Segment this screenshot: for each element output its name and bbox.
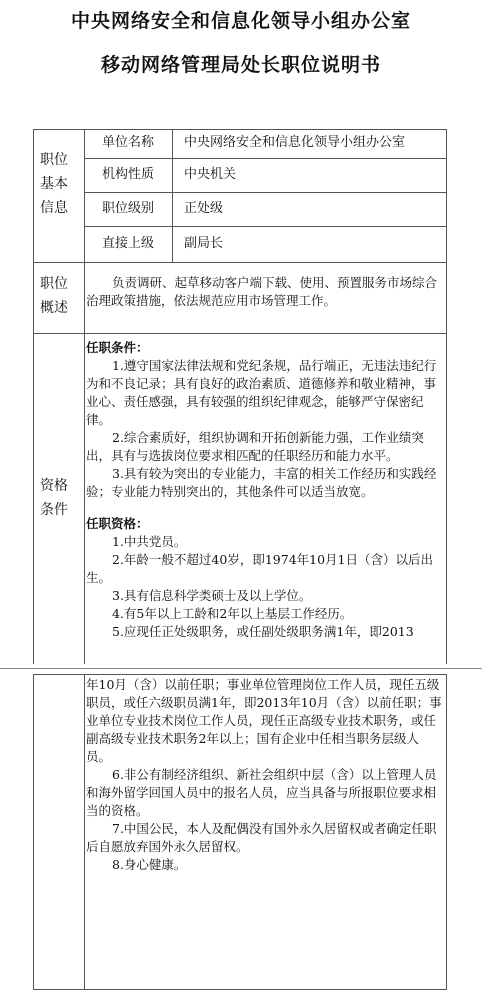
condition-item: 1.遵守国家法律法规和党纪条规，品行端正，无违法违纪行为和不良记录；具有良好的政治素质、道德修养和敬业精神，事业心、责任感强，具有较强的组织纪律观念，能够严守保密纪律。	[86, 358, 437, 427]
requirement-item-continued: 年10月（含）以前任职；事业单位管理岗位工作人员，现任五级职员，或任六级职员满1年，即2013年10月（含）以前任职；事业单位专业技术岗位工作人员，现任正高级专业技术职务，或任副高级专业技术职务2年以上；国有企业中任相当职务层级人员。	[86, 677, 442, 764]
document-title: 中央网络安全和信息化领导小组办公室	[70, 10, 411, 32]
document-subtitle: 移动网络管理局处长职位说明书	[100, 54, 381, 76]
requirement-item: 6.非公有制经济组织、新社会组织中层（含）以上管理人员和海外留学回国人员中的报名人员，应当具备与所报职位要求相当的资格。	[86, 767, 437, 818]
field-value-org-type: 中央机关	[184, 167, 237, 182]
condition-item: 2.综合素质好，组织协调和开拓创新能力强，工作业绩突出，具有与选拔岗位要求相匹配的任职经历和能力水平。	[86, 430, 424, 463]
summary-text: 负责调研、起草移动客户端下载、使用、预置服务市场综合治理政策措施，依法规范应用市场管理工作。	[86, 275, 438, 308]
section-label-summary: 职位 概述	[40, 276, 68, 316]
qualifications-block	[86, 339, 442, 641]
heading-requirements: 任职资格：	[86, 516, 149, 531]
requirement-item: 3.具有信息科学类硕士及以上学位。	[112, 588, 312, 603]
requirement-item: 7.中国公民，本人及配偶没有国外永久居留权或者确定任职后自愿放弃国外永久居留权。	[86, 821, 437, 854]
summary-text-block	[86, 274, 442, 310]
qualifications-continued	[86, 676, 442, 874]
condition-item: 3.具有较为突出的专业能力，丰富的相关工作经历和实践经验；专业能力特别突出的，其他条件可以适当放宽。	[86, 466, 437, 499]
requirement-item: 1.中共党员。	[112, 534, 187, 549]
requirement-item: 2.年龄一般不超过40岁，即1974年10月1日（含）以后出生。	[86, 552, 434, 585]
field-label-supervisor: 直接上级	[101, 236, 154, 251]
section-label-basic-info: 职位 基本 信息	[40, 152, 68, 216]
page-break-line	[0, 668, 482, 669]
page-break	[0, 664, 482, 674]
field-value-grade: 正处级	[184, 201, 224, 216]
section-label-qualifications: 资格 条件	[40, 478, 68, 518]
requirement-item: 8.身心健康。	[112, 857, 187, 872]
field-label-org-type: 机构性质	[101, 167, 154, 182]
field-value-unit-name: 中央网络安全和信息化领导小组办公室	[184, 135, 406, 150]
field-value-supervisor: 副局长	[184, 236, 224, 251]
field-label-unit-name: 单位名称	[101, 135, 154, 150]
field-label-grade: 职位级别	[101, 201, 154, 216]
requirement-item: 4.有5年以上工龄和2年以上基层工作经历。	[112, 606, 353, 621]
heading-conditions: 任职条件：	[86, 340, 149, 355]
requirement-item: 5.应现任正处级职务，或任副处级职务满1年，即2013	[112, 624, 414, 639]
